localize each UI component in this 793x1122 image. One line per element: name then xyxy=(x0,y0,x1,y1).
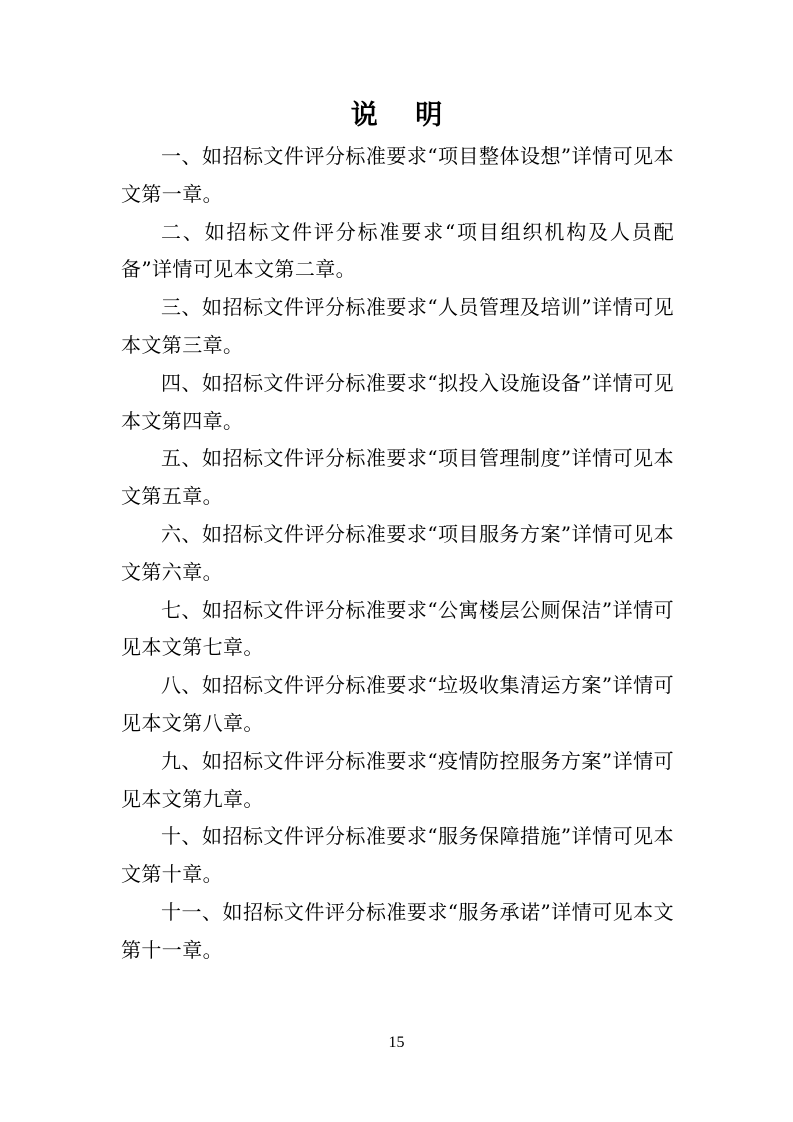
page-number: 15 xyxy=(388,1034,405,1051)
paragraph-10: 十、如招标文件评分标准要求“服务保障措施”详情可见本文第十章。 xyxy=(121,824,674,887)
document-body xyxy=(121,138,674,970)
paragraph-2: 二、如招标文件评分标准要求“项目组织机构及人员配备”详情可见本文第二章。 xyxy=(121,219,674,282)
paragraph-9: 九、如招标文件评分标准要求“疫情防控服务方案”详情可见本文第九章。 xyxy=(121,748,674,811)
paragraph-11: 十一、如招标文件评分标准要求“服务承诺”详情可见本文第十一章。 xyxy=(121,899,674,962)
paragraph-8: 八、如招标文件评分标准要求“垃圾收集清运方案”详情可见本文第八章。 xyxy=(121,673,674,735)
paragraph-1: 一、如招标文件评分标准要求“项目整体设想”详情可见本文第一章。 xyxy=(121,144,674,206)
paragraph-5: 五、如招标文件评分标准要求“项目管理制度”详情可见本文第五章。 xyxy=(121,446,674,509)
paragraph-6: 六、如招标文件评分标准要求“项目服务方案”详情可见本文第六章。 xyxy=(121,521,674,584)
page-title: 说 明 xyxy=(350,100,457,131)
paragraph-7: 七、如招标文件评分标准要求“公寓楼层公厕保洁”详情可见本文第七章。 xyxy=(121,597,674,660)
paragraph-4: 四、如招标文件评分标准要求“拟投入设施设备”详情可见本文第四章。 xyxy=(121,370,674,433)
paragraph-3: 三、如招标文件评分标准要求“人员管理及培训”详情可见本文第三章。 xyxy=(121,295,674,357)
